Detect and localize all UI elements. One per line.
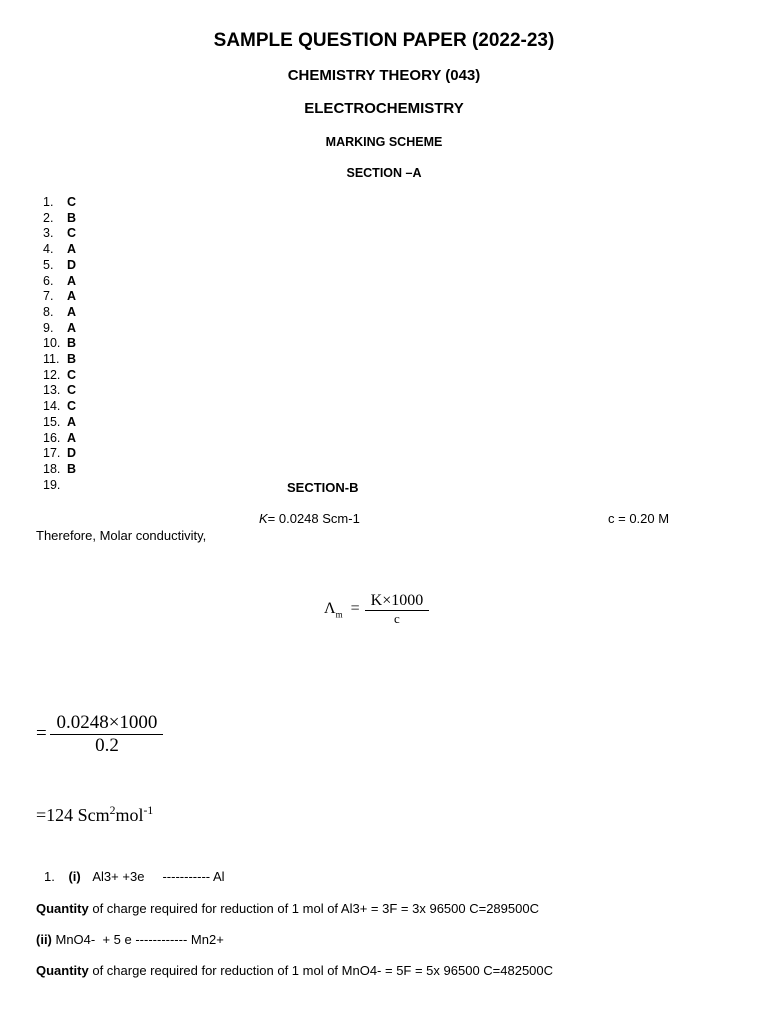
answer-number: 16.	[43, 430, 61, 445]
answer-item	[43, 242, 76, 258]
quantity-word-2: Quantity	[36, 963, 89, 978]
answer-number: 15.	[43, 414, 61, 429]
part-i-label: (i)	[68, 869, 81, 884]
equals-sign: =	[350, 600, 360, 618]
answer-item	[43, 478, 76, 494]
answer-item	[43, 431, 76, 447]
answer-item	[43, 321, 76, 337]
answer-number: 2.	[43, 210, 54, 225]
calc-denominator: 0.2	[50, 734, 163, 757]
part-ii-label: (ii)	[36, 932, 52, 947]
section-b-heading: SECTION-B	[287, 480, 359, 495]
answer-letter: A	[67, 242, 77, 257]
molar-conductivity-result	[36, 804, 153, 826]
lambda-subscript: m	[335, 609, 343, 620]
calc-fraction	[53, 712, 160, 757]
answer-number: 18.	[43, 461, 61, 476]
answer-letter: C	[67, 383, 77, 398]
answer-number: 4.	[43, 242, 54, 257]
answer-number: 17.	[43, 446, 61, 461]
answer-letter: C	[67, 226, 77, 241]
answer-item	[43, 352, 76, 368]
answer-letter: A	[67, 414, 77, 429]
answer-item	[43, 446, 76, 462]
answer-item	[43, 305, 76, 321]
answer-letter: A	[67, 289, 77, 304]
answer-item	[43, 289, 76, 305]
answer-number: 10.	[43, 336, 61, 351]
answer-item	[43, 415, 76, 431]
section-a-heading: SECTION –A	[346, 166, 422, 180]
answer-number: 12.	[43, 367, 61, 382]
answer-letter: C	[67, 367, 77, 382]
answer-number: 11.	[43, 352, 60, 367]
chapter-title: ELECTROCHEMISTRY	[304, 100, 464, 117]
calc-numerator: 0.0248×1000	[56, 712, 158, 733]
answer-number: 5.	[43, 257, 54, 272]
answer-letter: D	[67, 446, 77, 461]
q-number: 1.	[44, 869, 55, 884]
kappa-symbol: K	[259, 511, 268, 526]
answer-item	[43, 368, 76, 384]
charge-al-text: of charge required for reduction of 1 mol of Al3+ = 3F = 3x 96500 C=289500C	[88, 901, 539, 916]
answer-letter: B	[67, 352, 77, 367]
answer-number: 9.	[43, 320, 54, 335]
answer-letter: B	[67, 461, 77, 476]
result-prefix: =124 Scm	[36, 805, 110, 825]
answer-number: 3.	[43, 226, 54, 241]
answer-number: 6.	[43, 273, 54, 288]
part-ii-equation: MnO4- + 5 e ------------ Mn2+	[51, 932, 224, 947]
answer-number: 1.	[43, 195, 54, 209]
answer-number: 14.	[43, 399, 61, 414]
part-i-equation: Al3+ +3e ----------- Al	[92, 869, 225, 884]
result-sup-neg1: -1	[143, 804, 154, 817]
formula-denominator: c	[365, 610, 430, 627]
subject-title: CHEMISTRY THEORY (043)	[287, 67, 481, 84]
answer-letter: A	[67, 430, 77, 445]
answer-letter: A	[67, 273, 77, 288]
answer-number: 7.	[43, 289, 54, 304]
concentration-given: c = 0.20 M	[608, 511, 670, 526]
answer-item	[43, 211, 76, 227]
formula-fraction	[368, 592, 427, 627]
result-sup-2: 2	[109, 804, 116, 817]
conductivity-given	[259, 511, 360, 526]
answer-letter: B	[67, 210, 77, 225]
answer-item	[43, 336, 76, 352]
formula-numerator: K×1000	[370, 592, 424, 609]
answer-letter: A	[67, 304, 77, 319]
charge-mno4-line	[36, 963, 553, 978]
calculation-fraction	[36, 712, 160, 757]
q-part-ii-line	[36, 932, 224, 947]
answer-number: 13.	[43, 383, 61, 398]
answer-letter: D	[67, 257, 77, 272]
answer-letter: C	[67, 399, 77, 414]
q-part-i-line	[44, 869, 225, 884]
answer-number: 8.	[43, 304, 54, 319]
lambda-symbol: Λ	[324, 600, 336, 618]
answer-item	[43, 383, 76, 399]
answer-key-list	[43, 195, 76, 493]
charge-mno4-text: of charge required for reduction of 1 mol of MnO4- = 5F = 5x 96500 C=482500C	[88, 963, 554, 978]
answer-number: 19.	[43, 477, 61, 492]
calc-equals: =	[36, 722, 47, 744]
answer-item	[43, 462, 76, 478]
therefore-text: Therefore, Molar conductivity,	[36, 528, 207, 543]
answer-item	[43, 258, 76, 274]
conductivity-value: = 0.0248 Scm-1	[267, 511, 360, 526]
molar-conductivity-formula	[324, 592, 426, 627]
answer-letter: B	[67, 336, 77, 351]
answer-letter: C	[67, 195, 77, 209]
answer-item	[43, 274, 76, 290]
answer-item	[43, 399, 76, 415]
answer-letter: A	[67, 320, 77, 335]
answer-item	[43, 195, 76, 211]
marking-scheme-heading: MARKING SCHEME	[325, 135, 443, 149]
result-mid: mol	[115, 805, 144, 825]
answer-item	[43, 226, 76, 242]
quantity-word-1: Quantity	[36, 901, 89, 916]
paper-title: SAMPLE QUESTION PAPER (2022-23)	[213, 30, 555, 51]
charge-al-line	[36, 901, 539, 916]
